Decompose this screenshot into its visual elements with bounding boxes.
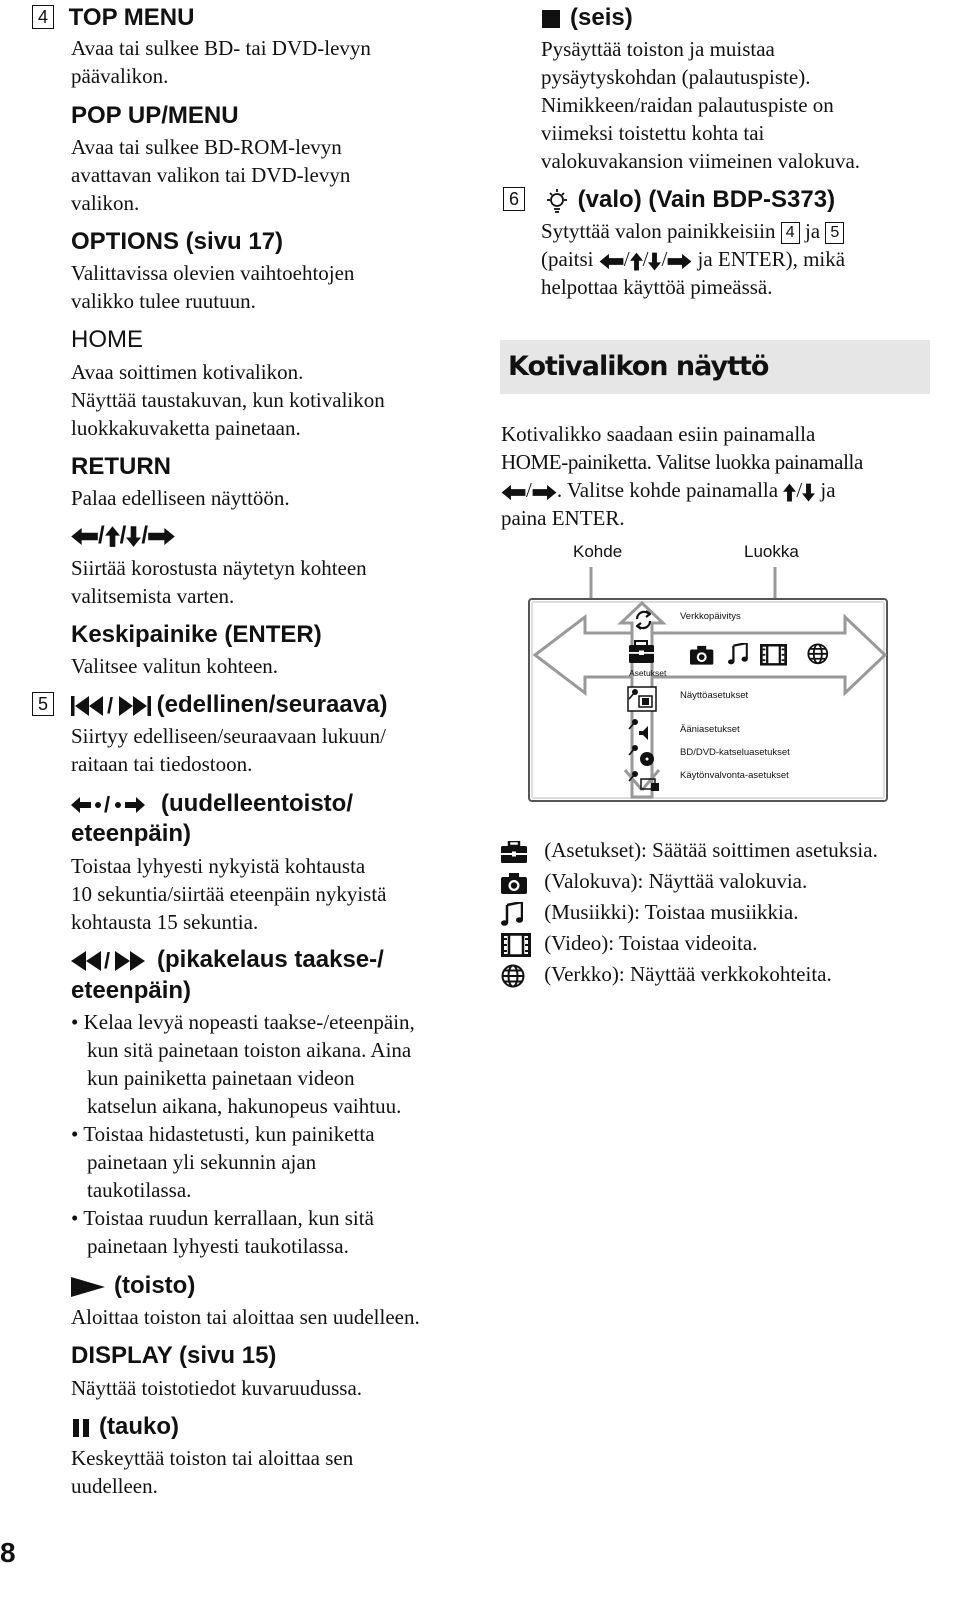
intro-line-4: paina ENTER. [501,506,625,530]
home-heading: HOME [71,326,143,353]
rewind-forward-icon [71,950,163,972]
prev-next-heading: 5 / (edellinen/seuraava) [32,690,387,720]
arrow-right-icon [148,527,175,546]
home-desc-1: Avaa soittimen kotivalikon. [71,360,304,384]
replay-advance-icon [71,794,151,816]
options-desc-1: Valittavissa olevien vaihtoehtojen [71,261,355,285]
stop-desc-1: Pysäyttää toiston ja muistaa [541,37,775,61]
scan-bullet-3-line-2: painetaan lyhyesti taukotilassa. [87,1234,349,1258]
light-heading: 6 (valo) (Vain BDP-S373) [503,185,835,215]
top-menu-desc-1: Avaa tai sulkee BD- tai DVD-levyn [71,36,371,60]
intro-line-3: / . Valitse kohde painamalla / ja [501,476,836,504]
display-heading: DISPLAY (sivu 15) [71,1342,277,1369]
toolbox-icon [501,841,527,863]
arrows-desc-2: valitsemista varten. [71,584,235,608]
stop-desc-5: valokuvakansion viimeinen valokuva. [541,149,861,173]
intro-line-2: HOME-painiketta. Valitse luokka painamalla [501,450,863,474]
label-category: Luokka [744,542,799,561]
label-item: Kohde [573,542,623,561]
stop-desc-3: Nimikkeen/raidan palautuspiste on [541,93,834,117]
arrow-up-icon [783,483,796,502]
prev-next-desc-2: raitaan tai tiedostoon. [71,752,253,776]
scan-bullet-2-line-2: painetaan yli sekunnin ajan [87,1150,317,1174]
scan-bullet-1-line-1: • Kelaa levyä nopeasti taakse-/eteenpäin, [71,1010,415,1034]
arrow-down-icon [648,252,661,271]
stop-desc-2: pysäytyskohdan (palautuspiste). [541,65,811,89]
arrow-up-icon [105,526,120,547]
pause-desc-1: Keskeyttää toiston tai aloittaa sen [71,1446,354,1470]
arrows-desc-1: Siirtää korostusta näytetyn kohteen [71,556,367,580]
light-desc-2: (paitsi / / / ja ENTER), mikä [541,247,846,271]
page-number: 8 [0,1537,16,1568]
submenu-item-1: Näyttöasetukset [680,690,749,701]
svg-text:/: / [104,793,111,816]
svg-text:/: / [106,694,113,717]
music-note-icon [501,902,523,926]
scan-bullet-1-line-4: katselun aikana, hakunopeus vaihtuu. [87,1094,402,1118]
return-heading: RETURN [71,453,171,480]
section-title-bar [500,340,930,394]
top-item-label: Verkkopäivitys [680,611,741,622]
scan-bullet-3-line-1: • Toistaa ruudun kerrallaan, kun sitä [71,1206,374,1230]
submenu-item-2: Ääniasetukset [680,724,740,735]
pause-heading: (tauko) [71,1412,179,1442]
enter-desc-1: Valitsee valitun kohteen. [71,654,279,678]
film-icon [501,933,531,957]
replay-desc-2: 10 sekuntia/siirtää eteenpäin nykyistä [71,882,387,906]
legend-item-network: (Verkko): Näyttää verkkokohteita. [501,960,832,988]
top-menu-heading: 4 TOP MENU [32,3,194,33]
svg-text:/: / [104,949,111,972]
arrow-up-icon [630,252,643,271]
pause-icon [71,1418,91,1438]
arrow-left-icon [501,484,526,501]
arrow-down-icon [126,526,141,547]
arrow-down-icon [802,483,815,502]
scan-heading-2: eteenpäin) [71,977,192,1004]
section-title: Kotivalikon näyttö [508,351,769,382]
globe-icon [501,964,525,988]
play-heading: (toisto) [71,1271,195,1301]
options-heading: OPTIONS (sivu 17) [71,228,284,255]
home-desc-2: Näyttää taustakuvan, kun kotivalikon [71,388,385,412]
pop-up-desc-2: avattavan valikon tai DVD-levyn [71,163,351,187]
return-desc-1: Palaa edelliseen näyttöön. [71,486,290,510]
section-number-4: 4 [32,5,54,29]
light-bulb-icon [544,188,570,214]
replay-desc-3: kohtausta 15 sekuntia. [71,910,259,934]
stop-desc-4: viimeksi toistettu kohta tai [541,121,765,145]
section-number-6: 6 [503,187,525,211]
play-icon [71,1277,105,1297]
ref-number-4: 4 [781,222,800,244]
replay-desc-1: Toistaa lyhyesti nykyistä kohtausta [71,854,366,878]
display-desc-1: Näyttää toistotiedot kuvaruudussa. [71,1376,363,1400]
top-menu-desc-2: päävalikon. [71,64,169,88]
submenu-item-4: Käytönvalvonta-asetukset [680,770,789,781]
pop-up-desc-3: valikon. [71,191,140,215]
options-desc-2: valikko tulee ruutuun. [71,289,256,313]
replay-heading: / (uudelleentoisto/ [71,789,353,819]
intro-line-1: Kotivalikko saadaan esiin painamalla [501,422,816,446]
light-desc-1: Sytyttää valon painikkeisiin 4 ja 5 [541,217,844,245]
enter-heading: Keskipainike (ENTER) [71,621,322,648]
stop-icon [541,9,561,29]
arrows-heading: / / / [71,521,175,551]
section-number-5: 5 [32,692,54,716]
scan-bullet-1-line-2: kun sitä painetaan toiston aikana. Aina [87,1038,412,1062]
light-desc-3: helpottaa käyttöä pimeässä. [541,275,773,299]
scan-bullet-1-line-3: kun painiketta painetaan videon [87,1066,355,1090]
stop-heading: (seis) [541,3,633,33]
arrow-left-icon [71,527,98,546]
home-desc-3: luokkakuvaketta painetaan. [71,416,301,440]
scan-bullet-2-line-1: • Toistaa hidastetusti, kun painiketta [71,1122,375,1146]
legend-item-settings: (Asetukset): Säätää soittimen asetuksia. [501,836,878,864]
pause-desc-2: uudelleen. [71,1474,158,1498]
legend-item-video: (Video): Toistaa videoita. [501,929,758,957]
arrow-left-icon [599,253,624,270]
pop-up-desc-1: Avaa tai sulkee BD-ROM-levyn [71,135,342,159]
submenu-item-3: BD/DVD-katseluasetukset [680,747,790,758]
prev-next-desc-1: Siirtyy edelliseen/seuraavaan lukuun/ [71,724,386,748]
legend-item-photo: (Valokuva): Näyttää valokuvia. [501,867,807,895]
arrow-right-icon [667,253,692,270]
scan-bullet-2-line-3: taukotilassa. [87,1178,192,1202]
scan-heading: / (pikakelaus taakse-/ [71,945,384,975]
ref-number-5: 5 [825,222,844,244]
play-desc-1: Aloittaa toiston tai aloittaa sen uudelleen. [71,1305,420,1329]
replay-heading-2: eteenpäin) [71,820,192,847]
camera-icon [501,872,527,894]
arrow-right-icon [532,484,557,501]
settings-label: Asetukset [629,668,667,678]
pop-up-heading: POP UP/MENU [71,102,239,129]
legend-item-music: (Musiikki): Toistaa musiikkia. [501,898,798,926]
